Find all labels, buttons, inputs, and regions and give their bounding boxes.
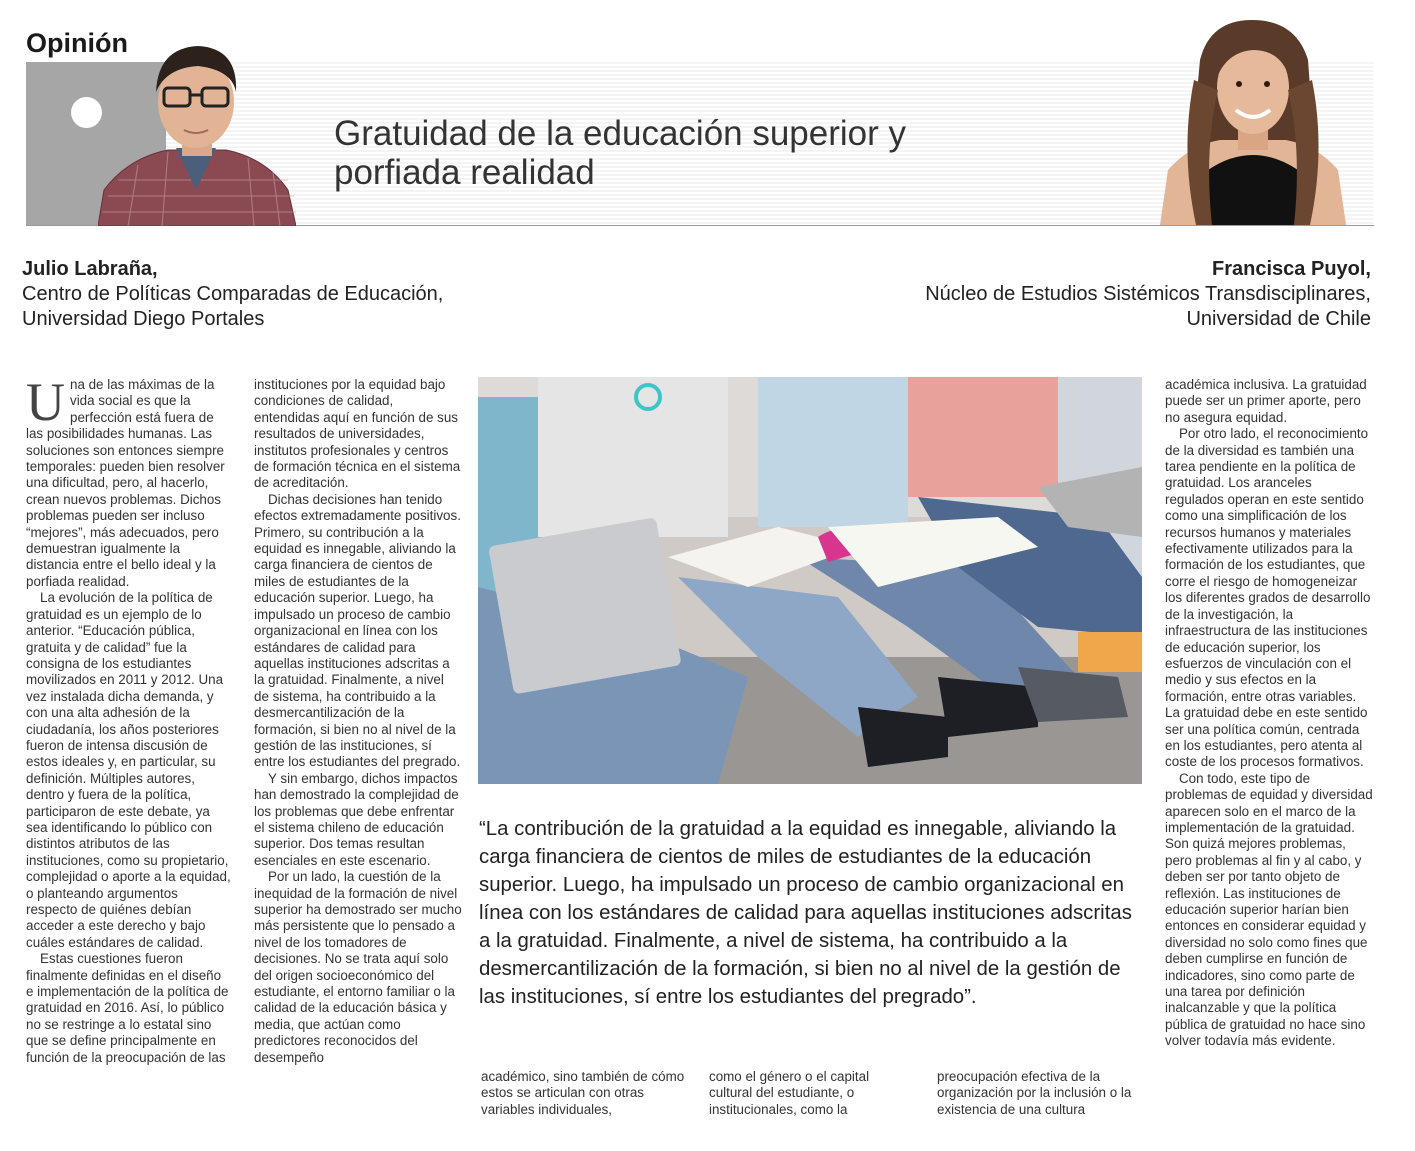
- author-affiliation: Universidad de Chile: [1186, 308, 1371, 330]
- article-column-6: [1165, 377, 1374, 1050]
- article-column-2: [254, 377, 462, 1066]
- paragraph: instituciones por la equidad bajo condiciones de calidad, entendidas aquí en función de sus resultados de universidades, institutos profesionales y centros de formación técnica en el sistema de acreditación.: [254, 377, 461, 491]
- author-affiliation: Núcleo de Estudios Sistémicos Transdisciplinares,: [925, 283, 1371, 305]
- paragraph: La evolución de la política de gratuidad es un ejemplo de lo anterior. “Educación pública, gratuita y de calidad” fue la consigna de los estudiantes movilizados en 2011 y 2012. Una vez instalada dicha demanda, y con una alta adhesión de la ciudadanía, los años posteriores fueron de intensa discusión de estos ideales y, en particular, su definición. Múltiples autores, dentro y fuera de la política, participaron de este debate, ya sea identificando lo público con distintos atributos de las instituciones, como su propietario, complejidad o aporte a la equidad, o planteando argumentos respecto de quiénes debían acceder a este derecho y bajo cuáles estándares de calidad.: [26, 590, 231, 950]
- drop-cap: U: [26, 372, 65, 432]
- byline-right: [925, 257, 1371, 332]
- author-name: Francisca Puyol,: [1212, 258, 1371, 280]
- article-column-1: [26, 372, 232, 1066]
- article-column-3: académico, sino también de cómo estos se articulan con otras variables individuales,: [481, 1069, 685, 1117]
- students-photo: [478, 377, 1142, 784]
- paragraph: Por otro lado, el reconocimiento de la diversidad es también una tarea pendiente en la política de gratuidad. Los aranceles regulados operan en este sentido como una simplificación de los recursos humanos y materiales efectivamente utilizados para la formación de los estudiantes, que corre el riesgo de homogeneizar los diferentes grados de desarrollo de la investigación, la infraestructura de las instituciones de educación superior, los esfuerzos de vinculación con el medio y sus efectos en la formación, entre otras variables. La gratuidad debe en este sentido ser una política común, centrada en los estudiantes, pero atenta al coste de los procesos formativos.: [1165, 426, 1371, 770]
- paragraph: Y sin embargo, dichos impactos han demostrado la complejidad de los problemas que debe enfrentar el sistema chileno de educación superior. Dos temas resultan esenciales en este escenario.: [254, 770, 459, 868]
- paragraph: Dichas decisiones han tenido efectos extremadamente positivos. Primero, su contribución a la equidad es innegable, aliviando la carga financiera de cientos de miles de estudiantes de la educación superior. Luego, ha impulsado un proceso de cambio organizacional en línea con los estándares de calidad para aquellas instituciones adscritas a la gratuidad. Finalmente, a nivel de sistema, ha contribuido a la desmercantilización de la formación, si bien no al nivel de la gestión de las instituciones, sí entre los estudiantes del pregrado.: [254, 491, 461, 770]
- paragraph: Con todo, este tipo de problemas de equidad y diversidad aparecen solo en el marco de la implementación de la gratuidad. Son quizá mejores problemas, pero problemas al fin y al cabo, y deben ser por tanto objeto de reflexión. Las instituciones de educación superior harían bien entonces en considerar equidad y diversidad no solo como fines que deben cumplirse en función de indicadores, sino como parte de una tarea por definición inalcanzable y que la política pública de gratuidad no hace sino volver todavía más evidente.: [1165, 770, 1373, 1049]
- author-portrait-left: [98, 40, 296, 226]
- pull-quote: “La contribución de la gratuidad a la equidad es innegable, aliviando la carga financiera de cientos de miles de estudiantes de la educación superior. Luego, ha impulsado un proceso de cambio organizacional en línea con los estándares de calidad para aquellas instituciones adscritas a la gratuidad. Finalmente, a nivel de sistema, ha contribuido a la desmercantilización de la formación, si bien no al nivel de la gestión de las instituciones, sí entre los estudiantes del pregrado”.: [479, 818, 1132, 1008]
- section-label: Opinión: [26, 28, 128, 58]
- article-column-4: como el género o el capital cultural del estudiante, o institucionales, como la: [709, 1069, 870, 1117]
- paragraph: Por un lado, la cuestión de la inequidad de la formación de nivel superior ha demostrado ser mucho más persistente que lo pensado a nivel de los tomadores de decisiones. No se trata aquí solo del origen socioeconómico del estudiante, el entorno familiar o la calidad de la educación básica y media, que actúan como predictores reconocidos del desempeño: [254, 869, 462, 1065]
- paragraph: Estas cuestiones fueron finalmente definidas en el diseño e implementación de la política de gratuidad en 2016. Así, lo público no se restringe a lo estatal sino que se define principalmente en función de la preocupación de las: [26, 951, 229, 1065]
- author-name: Julio Labraña,: [22, 258, 158, 280]
- author-affiliation: Centro de Políticas Comparadas de Educación,: [22, 283, 444, 305]
- paragraph: académica inclusiva. La gratuidad puede ser un primer aporte, pero no asegura equidad.: [1165, 377, 1367, 425]
- byline-left: [22, 257, 443, 332]
- paragraph: Una de las máximas de la vida social es que la perfección está fuera de las posibilidades humanas. Las soluciones son entonces siempre temporales: pueden bien resolver una dificultad, pero, al hacerlo, crean nuevos problemas. Dichos problemas pueden ser incluso “mejores”, más adecuados, pero demuestran igualmente la distancia entre el bello ideal y la porfiada realidad.: [26, 372, 225, 589]
- headline: Gratuidad de la educación superior y porfiada realidad: [334, 114, 907, 192]
- article-column-5: preocupación efectiva de la organización por la inclusión o la existencia de una cultura: [937, 1069, 1132, 1117]
- author-affiliation: Universidad Diego Portales: [22, 308, 265, 330]
- author-portrait-right: [1160, 20, 1346, 225]
